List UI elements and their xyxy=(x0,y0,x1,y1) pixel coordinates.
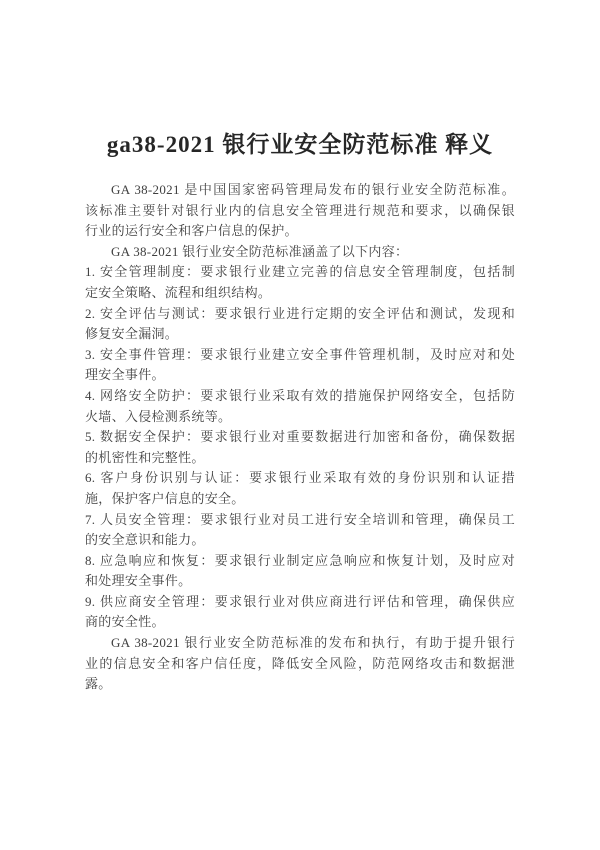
text-line: 火墙、入侵检测系统等。 xyxy=(85,408,232,424)
text-line: 修复安全漏洞。 xyxy=(85,326,179,342)
list-item xyxy=(85,304,515,345)
text-line: 2. 安全评估与测试：要求银行业进行定期的安全评估和测试，发现和 xyxy=(85,305,515,321)
text-line: 7. 人员安全管理：要求银行业对员工进行安全培训和管理，确保员工 xyxy=(85,511,515,527)
text-line: 该标准主要针对银行业内的信息安全管理进行规范和要求，以确保银 xyxy=(85,202,515,218)
paragraph xyxy=(85,180,515,242)
list-item xyxy=(85,262,515,303)
list-item xyxy=(85,427,515,468)
text-line: 施，保护客户信息的安全。 xyxy=(85,490,245,506)
text-line: 理安全事件。 xyxy=(85,367,165,383)
list-item xyxy=(85,386,515,427)
list-item xyxy=(85,510,515,551)
text-line: 9. 供应商安全管理：要求银行业对供应商进行评估和管理，确保供应 xyxy=(85,593,515,609)
list-item xyxy=(85,551,515,592)
document-title: ga38-2021 银行业安全防范标准 释义 xyxy=(106,132,494,157)
text-line: 定安全策略、流程和组织结构。 xyxy=(85,284,272,300)
text-line: 8. 应急响应和恢复：要求银行业制定应急响应和恢复计划，及时应对 xyxy=(85,552,515,568)
text-line: 4. 网络安全防护：要求银行业采取有效的措施保护网络安全，包括防 xyxy=(85,387,515,403)
text-line: 业的信息安全和客户信任度，降低安全风险，防范网络攻击和数据泄 xyxy=(85,655,515,671)
text-line: GA 38-2021 银行业安全防范标准涵盖了以下内容： xyxy=(111,243,409,259)
text-line: 3. 安全事件管理：要求银行业建立安全事件管理机制，及时应对和处 xyxy=(85,346,515,362)
text-line: 的机密性和完整性。 xyxy=(85,449,205,465)
text-line: 1. 安全管理制度：要求银行业建立完善的信息安全管理制度，包括制 xyxy=(85,264,515,280)
text-line: 商的安全性。 xyxy=(85,614,165,630)
document-body xyxy=(85,180,515,695)
list-item xyxy=(85,592,515,633)
text-line: 的安全意识和能力。 xyxy=(85,532,205,548)
text-line: GA 38-2021 银行业安全防范标准的发布和执行，有助于提升银行 xyxy=(111,635,515,651)
text-line: 和处理安全事件。 xyxy=(85,573,192,589)
text-line: 6. 客户身份识别与认证：要求银行业采取有效的身份识别和认证措 xyxy=(85,470,515,486)
paragraph xyxy=(85,633,515,695)
text-line: 露。 xyxy=(85,676,112,692)
text-line: GA 38-2021 是中国国家密码管理局发布的银行业安全防范标准。 xyxy=(111,182,515,197)
list-item xyxy=(85,468,515,509)
text-line: 行业的运行安全和客户信息的保护。 xyxy=(85,223,298,239)
text-line: 5. 数据安全保护：要求银行业对重要数据进行加密和备份，确保数据 xyxy=(85,429,515,445)
paragraph xyxy=(85,242,515,263)
list-item xyxy=(85,345,515,386)
